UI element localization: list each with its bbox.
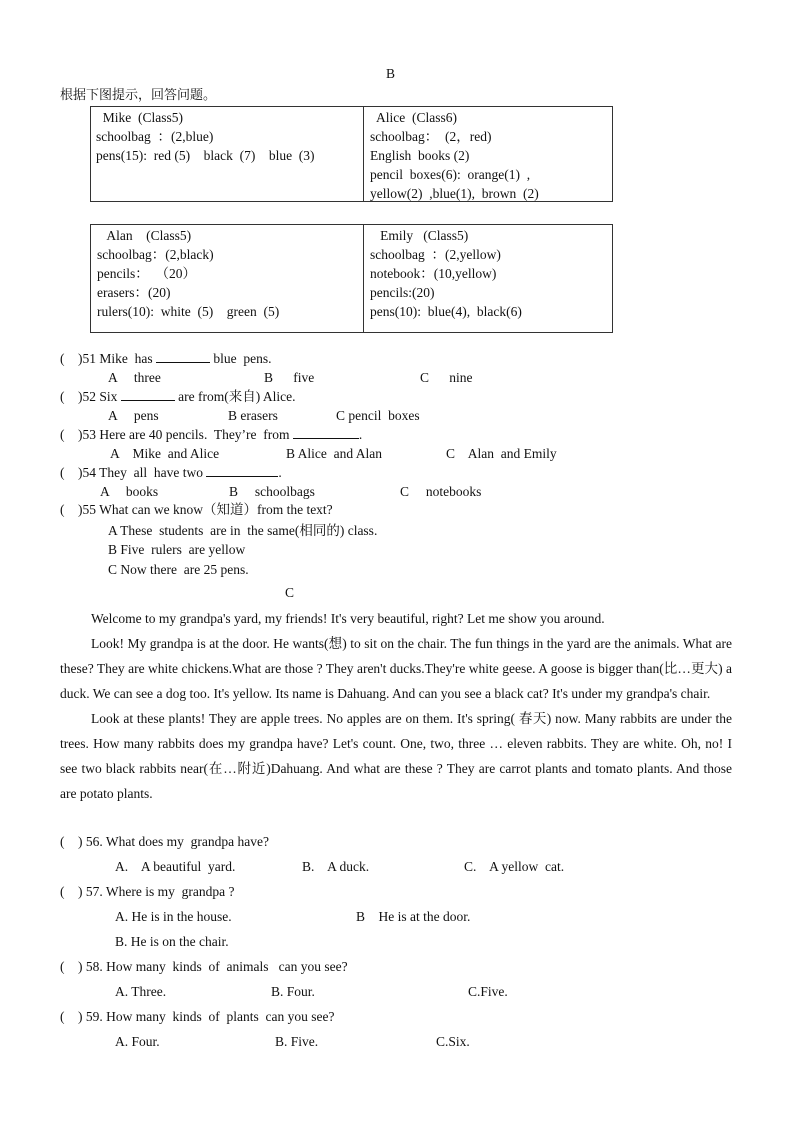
answer-blank[interactable] xyxy=(293,427,359,439)
table-cell-line: pencils： （20） xyxy=(97,266,196,281)
question-52 xyxy=(60,389,295,405)
question-text: ( )51 Mike has xyxy=(60,351,156,366)
question-text: ( )54 They all have two xyxy=(60,465,207,480)
table-cell-line: schoolbag： (2，red) xyxy=(370,129,492,144)
answer-option[interactable]: A books xyxy=(100,484,159,499)
question-51 xyxy=(60,351,271,367)
question-text: ( )53 Here are 40 pencils. They’re from xyxy=(60,427,293,442)
question-text: . xyxy=(358,427,363,442)
table-cell-alice xyxy=(370,108,539,203)
answer-option[interactable]: C.Six. xyxy=(436,1034,470,1049)
table-cell-line: erasers：(20) xyxy=(97,285,171,300)
answer-option[interactable]: B. A duck. xyxy=(302,859,370,874)
answer-option[interactable]: A pens xyxy=(108,408,159,423)
answer-option[interactable]: A. A beautiful yard. xyxy=(115,859,236,874)
table-cell-line: rulers(10): white (5) green (5) xyxy=(97,304,280,319)
table-cell-mike xyxy=(96,108,315,165)
answer-blank[interactable] xyxy=(121,389,175,401)
table-cell-line: Alice (Class6) xyxy=(370,110,457,125)
question-56: ( ) 56. What does my grandpa have? xyxy=(60,834,269,849)
answer-option[interactable]: C. A yellow cat. xyxy=(464,859,565,874)
answer-option[interactable]: C Alan and Emily xyxy=(446,446,557,461)
answer-option[interactable]: B Alice and Alan xyxy=(286,446,382,461)
answer-option[interactable]: A three xyxy=(108,370,161,385)
answer-option[interactable]: B five xyxy=(264,370,315,385)
answer-option[interactable]: C.Five. xyxy=(468,984,508,999)
passage-paragraph: Welcome to my grandpa's yard, my friends! It's very beautiful, right? Let me show you around. xyxy=(91,611,605,626)
table-cell-line: English books (2) xyxy=(370,148,470,163)
table-cell-emily xyxy=(370,226,522,321)
section-b-title: B xyxy=(386,66,396,81)
answer-option[interactable]: A. Four. xyxy=(115,1034,160,1049)
table-cell-line: schoolbag：(2,black) xyxy=(97,247,214,262)
table-cell-line: pens(10): blue(4), black(6) xyxy=(370,304,522,319)
answer-option[interactable]: B erasers xyxy=(228,408,278,423)
question-text: are from(来自) Alice. xyxy=(174,389,296,404)
question-57: ( ) 57. Where is my grandpa ? xyxy=(60,884,235,899)
question-59: ( ) 59. How many kinds of plants can you see? xyxy=(60,1009,335,1024)
answer-option[interactable]: A. He is in the house. xyxy=(115,909,232,924)
question-58: ( ) 58. How many kinds of animals can you see? xyxy=(60,959,348,974)
answer-option[interactable]: C notebooks xyxy=(400,484,482,499)
answer-blank[interactable] xyxy=(156,351,210,363)
question-text: ( )55 What can we know（知道）from the text? xyxy=(60,502,333,517)
table-cell-line: Mike (Class5) xyxy=(96,110,183,125)
table-cell-line: yellow(2) ,blue(1), brown (2) xyxy=(370,186,539,201)
table-cell-line: schoolbag ：(2,blue) xyxy=(96,129,214,144)
section-b-instruction: 根据下图提示，回答问题。 xyxy=(60,88,217,103)
answer-option[interactable]: C pencil boxes xyxy=(336,408,420,423)
question-53 xyxy=(60,427,362,443)
question-text: . xyxy=(278,465,282,480)
answer-option[interactable]: A Mike and Alice xyxy=(110,446,220,461)
answer-option[interactable]: B. He is on the chair. xyxy=(115,934,229,949)
answer-option[interactable]: B. Four. xyxy=(271,984,315,999)
q55-option-b[interactable]: B Five rulers are yellow xyxy=(108,542,246,557)
question-54 xyxy=(60,465,282,481)
passage-paragraph: Look at these plants! They are apple trees. No apples are on them. It's spring( 春天) now. Many rabbits are under the trees. How many rabbits does my grandpa have? Let's count. One, two, three … eleven rabbits. They are white. Oh, no! I see two black rabbits near(在…附近)Dahuang. And what are these ? They are carrot plants and tomato plants. And those are potato plants. xyxy=(60,711,732,801)
q55-option-a[interactable]: A These students are in the same(相同的) class. xyxy=(108,523,378,538)
table-cell-line: pencil boxes(6): orange(1) , xyxy=(370,167,531,182)
answer-option[interactable]: B He is at the door. xyxy=(356,909,471,924)
table-cell-line: Emily (Class5) xyxy=(370,228,469,243)
answer-option[interactable]: B schoolbags xyxy=(229,484,315,499)
section-c-title: C xyxy=(285,585,295,600)
q55-option-c[interactable]: C Now there are 25 pens. xyxy=(108,562,249,577)
table-cell-line: notebook：(10,yellow) xyxy=(370,266,497,281)
table-divider xyxy=(363,106,364,202)
answer-option[interactable]: B. Five. xyxy=(275,1034,319,1049)
question-text: ( )52 Six xyxy=(60,389,121,404)
passage-paragraph: Look! My grandpa is at the door. He wants(想) to sit on the chair. The fun things in the yard are the animals. What are these? They are white chickens.What are those ? They aren't ducks.They're white geese. A goose is bigger than(比…更大) a duck. We can see a dog too. It's yellow. Its name is Dahuang. And can you see a black cat? It's under my grandpa's chair. xyxy=(60,636,732,701)
table-cell-line: schoolbag ：(2,yellow) xyxy=(370,247,501,262)
table-cell-line: Alan (Class5) xyxy=(97,228,192,243)
question-55 xyxy=(60,502,333,518)
reading-passage xyxy=(60,606,732,806)
answer-blank[interactable] xyxy=(206,465,278,477)
answer-option[interactable]: C nine xyxy=(420,370,473,385)
table-divider xyxy=(363,224,364,333)
answer-option[interactable]: A. Three. xyxy=(115,984,167,999)
table-cell-line: pencils:(20) xyxy=(370,285,435,300)
table-cell-alan xyxy=(97,226,279,321)
table-cell-line: pens(15): red (5) black (7) blue (3) xyxy=(96,148,315,163)
question-text: blue pens. xyxy=(209,351,272,366)
